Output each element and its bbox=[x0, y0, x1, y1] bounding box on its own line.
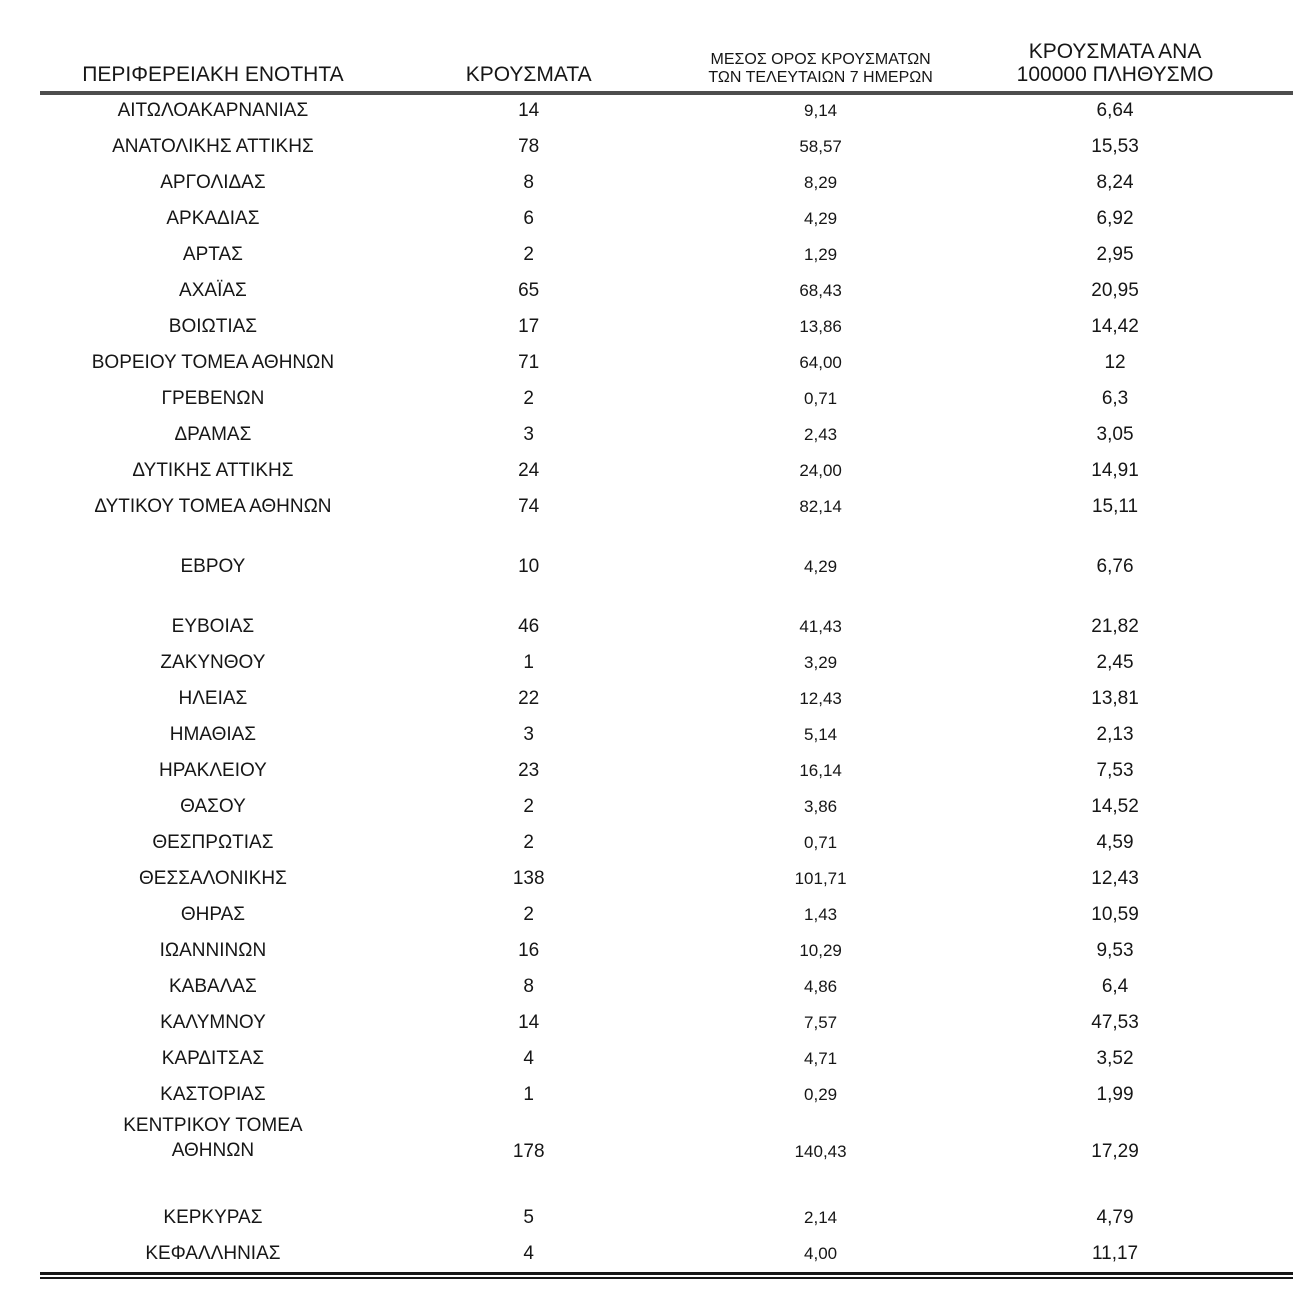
region-cell: ΔΡΑΜΑΣ bbox=[174, 424, 252, 445]
per100k-cell: 13,81 bbox=[1091, 688, 1139, 709]
table-row bbox=[40, 309, 1293, 345]
avg7-cell: 1,43 bbox=[804, 905, 838, 924]
avg7-cell: 4,71 bbox=[804, 1049, 838, 1068]
per100k-cell: 14,52 bbox=[1091, 796, 1139, 817]
table-row bbox=[40, 1005, 1293, 1041]
table-row bbox=[40, 1236, 1293, 1272]
cases-cell: 2 bbox=[523, 904, 534, 925]
per100k-cell: 6,76 bbox=[1096, 556, 1134, 577]
avg7-cell: 0,71 bbox=[804, 833, 838, 852]
per100k-cell: 10,59 bbox=[1091, 904, 1139, 925]
region-cell: ΚΕΝΤΡΙΚΟΥ ΤΟΜΕΑ ΑΘΗΝΩΝ bbox=[123, 1115, 303, 1161]
per100k-cell: 3,52 bbox=[1096, 1048, 1134, 1069]
region-cell: ΒΟΡΕΙΟΥ ΤΟΜΕΑ ΑΘΗΝΩΝ bbox=[91, 352, 335, 373]
spacer-cell bbox=[1260, 1005, 1293, 1041]
avg7-cell: 4,86 bbox=[804, 977, 838, 996]
region-cell: ΗΜΑΘΙΑΣ bbox=[169, 724, 257, 745]
column-header-region bbox=[40, 40, 386, 93]
table-row bbox=[40, 933, 1293, 969]
spacer-cell bbox=[1260, 489, 1293, 525]
region-cell: ΖΑΚΥΝΘΟΥ bbox=[160, 652, 266, 673]
region-cell: ΔΥΤΙΚΟΥ ΤΟΜΕΑ ΑΘΗΝΩΝ bbox=[94, 496, 332, 517]
region-cell: ΓΡΕΒΕΝΩΝ bbox=[161, 388, 265, 409]
cases-cell: 71 bbox=[518, 352, 540, 373]
avg7-cell: 7,57 bbox=[804, 1013, 838, 1032]
avg7-cell: 64,00 bbox=[799, 353, 842, 372]
cases-cell: 10 bbox=[518, 556, 540, 577]
avg7-cell: 16,14 bbox=[799, 761, 842, 780]
avg7-cell: 12,43 bbox=[799, 689, 842, 708]
cases-cell: 4 bbox=[523, 1048, 534, 1069]
table-row bbox=[40, 381, 1293, 417]
spacer-cell bbox=[1260, 1113, 1293, 1170]
spacer-cell bbox=[1260, 753, 1293, 789]
avg7-cell: 13,86 bbox=[799, 317, 842, 336]
table-row bbox=[40, 273, 1293, 309]
spacer-cell bbox=[1260, 525, 1293, 585]
spacer-cell bbox=[1260, 129, 1293, 165]
table-body bbox=[40, 93, 1293, 1272]
spacer-cell bbox=[1260, 453, 1293, 489]
spacer-cell bbox=[1260, 381, 1293, 417]
per100k-cell: 9,53 bbox=[1096, 940, 1134, 961]
avg7-cell: 4,29 bbox=[804, 557, 838, 576]
avg7-cell: 82,14 bbox=[799, 497, 842, 516]
avg7-cell: 68,43 bbox=[799, 281, 842, 300]
per100k-cell: 6,4 bbox=[1101, 976, 1129, 997]
table-row bbox=[40, 453, 1293, 489]
per100k-cell: 1,99 bbox=[1096, 1084, 1134, 1105]
spacer-cell bbox=[1260, 717, 1293, 753]
cases-table-container bbox=[40, 40, 1293, 1279]
avg7-cell: 2,14 bbox=[804, 1208, 838, 1227]
avg7-cell: 2,43 bbox=[804, 425, 838, 444]
cases-cell: 2 bbox=[523, 796, 534, 817]
table-header bbox=[40, 40, 1293, 93]
spacer-cell bbox=[1260, 237, 1293, 273]
cases-cell: 74 bbox=[518, 496, 540, 517]
table-bottom-rule bbox=[40, 1272, 1293, 1279]
cases-cell: 6 bbox=[523, 208, 534, 229]
spacer-cell bbox=[1260, 861, 1293, 897]
column-header-per100k bbox=[970, 40, 1261, 93]
region-cell: ΗΛΕΙΑΣ bbox=[178, 688, 248, 709]
spacer-cell bbox=[1260, 789, 1293, 825]
avg7-cell: 1,29 bbox=[804, 245, 838, 264]
header-row bbox=[40, 40, 1293, 93]
per100k-cell: 4,79 bbox=[1096, 1207, 1134, 1228]
table-row bbox=[40, 237, 1293, 273]
spacer-cell bbox=[1260, 585, 1293, 645]
column-header-per100k-line2: 100000 ΠΛΗΘΥΣΜΟ bbox=[1016, 63, 1214, 86]
spacer-cell bbox=[1260, 309, 1293, 345]
spacer-cell bbox=[1260, 1170, 1293, 1236]
cases-cell: 2 bbox=[523, 244, 534, 265]
table-row bbox=[40, 861, 1293, 897]
table-row bbox=[40, 681, 1293, 717]
region-cell: ΚΑΛΥΜΝΟΥ bbox=[160, 1012, 266, 1033]
table-row bbox=[40, 93, 1293, 129]
cases-table bbox=[40, 40, 1293, 1272]
column-header-region-label: ΠΕΡΙΦΕΡΕΙΑΚΗ ΕΝΟΤΗΤΑ bbox=[82, 63, 344, 86]
cases-cell: 1 bbox=[523, 652, 534, 673]
spacer-cell bbox=[1260, 969, 1293, 1005]
per100k-cell: 11,17 bbox=[1091, 1243, 1139, 1264]
spacer-cell bbox=[1260, 897, 1293, 933]
per100k-cell: 6,64 bbox=[1096, 100, 1134, 121]
per100k-cell: 4,59 bbox=[1096, 832, 1134, 853]
cases-cell: 2 bbox=[523, 388, 534, 409]
per100k-cell: 15,11 bbox=[1091, 496, 1139, 517]
avg7-cell: 0,29 bbox=[804, 1085, 838, 1104]
table-row bbox=[40, 1041, 1293, 1077]
region-cell: ΑΙΤΩΛΟΑΚΑΡΝΑΝΙΑΣ bbox=[117, 100, 309, 121]
cases-cell: 3 bbox=[523, 724, 534, 745]
table-row bbox=[40, 1170, 1293, 1236]
cases-cell: 8 bbox=[523, 172, 534, 193]
table-row bbox=[40, 345, 1293, 381]
cases-cell: 8 bbox=[523, 976, 534, 997]
region-cell: ΚΑΣΤΟΡΙΑΣ bbox=[160, 1084, 266, 1105]
table-row bbox=[40, 897, 1293, 933]
cases-cell: 23 bbox=[518, 760, 540, 781]
cases-cell: 17 bbox=[518, 316, 540, 337]
table-row bbox=[40, 201, 1293, 237]
region-cell: ΘΗΡΑΣ bbox=[180, 904, 245, 925]
cases-cell: 16 bbox=[518, 940, 540, 961]
table-row bbox=[40, 585, 1293, 645]
region-cell: ΚΑΒΑΛΑΣ bbox=[169, 976, 257, 997]
table-row bbox=[40, 645, 1293, 681]
avg7-cell: 41,43 bbox=[799, 617, 842, 636]
per100k-cell: 2,45 bbox=[1096, 652, 1134, 673]
column-header-cases bbox=[386, 40, 672, 93]
per100k-cell: 8,24 bbox=[1096, 172, 1134, 193]
region-cell: ΕΥΒΟΙΑΣ bbox=[171, 616, 255, 637]
table-row bbox=[40, 1077, 1293, 1113]
avg7-cell: 8,29 bbox=[804, 173, 838, 192]
per100k-cell: 2,13 bbox=[1096, 724, 1134, 745]
avg7-cell: 5,14 bbox=[804, 725, 838, 744]
cases-cell: 178 bbox=[512, 1141, 545, 1162]
cases-cell: 78 bbox=[518, 136, 540, 157]
avg7-cell: 10,29 bbox=[799, 941, 842, 960]
avg7-cell: 101,71 bbox=[794, 869, 847, 888]
table-row bbox=[40, 789, 1293, 825]
per100k-cell: 14,42 bbox=[1091, 316, 1139, 337]
region-cell: ΔΥΤΙΚΗΣ ΑΤΤΙΚΗΣ bbox=[132, 460, 294, 481]
avg7-cell: 0,71 bbox=[804, 389, 838, 408]
region-cell: ΑΡΤΑΣ bbox=[182, 244, 243, 265]
table-row bbox=[40, 969, 1293, 1005]
region-cell: ΘΑΣΟΥ bbox=[180, 796, 246, 817]
spacer-cell bbox=[1260, 1041, 1293, 1077]
table-row bbox=[40, 825, 1293, 861]
region-cell: ΑΡΚΑΔΙΑΣ bbox=[166, 208, 260, 229]
region-cell: ΕΒΡΟΥ bbox=[180, 556, 246, 577]
per100k-cell: 47,53 bbox=[1091, 1012, 1139, 1033]
region-cell: ΙΩΑΝΝΙΝΩΝ bbox=[159, 940, 267, 961]
per100k-cell: 7,53 bbox=[1096, 760, 1134, 781]
table-row bbox=[40, 129, 1293, 165]
header-spacer bbox=[1260, 40, 1293, 93]
per100k-cell: 3,05 bbox=[1096, 424, 1134, 445]
avg7-cell: 140,43 bbox=[794, 1142, 847, 1161]
cases-cell: 14 bbox=[518, 100, 540, 121]
table-row bbox=[40, 525, 1293, 585]
region-cell: ΚΕΡΚΥΡΑΣ bbox=[163, 1207, 263, 1228]
avg7-cell: 4,00 bbox=[804, 1244, 838, 1263]
avg7-cell: 58,57 bbox=[799, 137, 842, 156]
region-cell: ΗΡΑΚΛΕΙΟΥ bbox=[159, 760, 267, 781]
table-row bbox=[40, 717, 1293, 753]
cases-cell: 4 bbox=[523, 1243, 534, 1264]
avg7-cell: 3,29 bbox=[804, 653, 838, 672]
region-cell: ΑΧΑΪΑΣ bbox=[179, 280, 247, 301]
region-cell: ΘΕΣΠΡΩΤΙΑΣ bbox=[152, 832, 274, 853]
column-header-per100k-line1: ΚΡΟΥΣΜΑΤΑ ΑΝΑ bbox=[1028, 40, 1202, 63]
cases-cell: 3 bbox=[523, 424, 534, 445]
per100k-cell: 17,29 bbox=[1091, 1141, 1139, 1162]
spacer-cell bbox=[1260, 933, 1293, 969]
region-cell: ΚΑΡΔΙΤΣΑΣ bbox=[161, 1048, 265, 1069]
region-cell: ΑΝΑΤΟΛΙΚΗΣ ΑΤΤΙΚΗΣ bbox=[112, 136, 314, 157]
cases-cell: 22 bbox=[518, 688, 540, 709]
spacer-cell bbox=[1260, 825, 1293, 861]
cases-cell: 138 bbox=[512, 868, 545, 889]
avg7-cell: 4,29 bbox=[804, 209, 838, 228]
per100k-cell: 15,53 bbox=[1091, 136, 1139, 157]
per100k-cell: 6,3 bbox=[1101, 388, 1129, 409]
cases-cell: 46 bbox=[518, 616, 540, 637]
per100k-cell: 2,95 bbox=[1096, 244, 1134, 265]
spacer-cell bbox=[1260, 1077, 1293, 1113]
table-row bbox=[40, 753, 1293, 789]
avg7-cell: 9,14 bbox=[804, 101, 838, 120]
cases-cell: 2 bbox=[523, 832, 534, 853]
spacer-cell bbox=[1260, 417, 1293, 453]
spacer-cell bbox=[1260, 645, 1293, 681]
column-header-cases-label: ΚΡΟΥΣΜΑΤΑ bbox=[465, 63, 592, 86]
per100k-cell: 14,91 bbox=[1091, 460, 1139, 481]
avg7-cell: 24,00 bbox=[799, 461, 842, 480]
cases-cell: 1 bbox=[523, 1084, 534, 1105]
region-cell: ΒΟΙΩΤΙΑΣ bbox=[168, 316, 258, 337]
cases-cell: 14 bbox=[518, 1012, 540, 1033]
spacer-cell bbox=[1260, 681, 1293, 717]
table-row bbox=[40, 489, 1293, 525]
column-header-avg7-line1: ΜΕΣΟΣ ΟΡΟΣ ΚΡΟΥΣΜΑΤΩΝ bbox=[710, 51, 931, 68]
per100k-cell: 12 bbox=[1104, 352, 1126, 373]
region-cell: ΚΕΦΑΛΛΗΝΙΑΣ bbox=[145, 1243, 281, 1264]
spacer-cell bbox=[1260, 1236, 1293, 1272]
per100k-cell: 12,43 bbox=[1091, 868, 1139, 889]
table-row bbox=[40, 165, 1293, 201]
spacer-cell bbox=[1260, 201, 1293, 237]
spacer-cell bbox=[1260, 165, 1293, 201]
spacer-cell bbox=[1260, 93, 1293, 129]
avg7-cell: 3,86 bbox=[804, 797, 838, 816]
spacer-cell bbox=[1260, 273, 1293, 309]
cases-cell: 5 bbox=[523, 1207, 534, 1228]
spacer-cell bbox=[1260, 345, 1293, 381]
cases-cell: 24 bbox=[518, 460, 540, 481]
column-header-avg7-line2: ΤΩΝ ΤΕΛΕΥΤΑΙΩΝ 7 ΗΜΕΡΩΝ bbox=[708, 69, 933, 86]
table-row bbox=[40, 1113, 1293, 1170]
region-cell: ΘΕΣΣΑΛΟΝΙΚΗΣ bbox=[139, 868, 287, 889]
table-row bbox=[40, 417, 1293, 453]
per100k-cell: 6,92 bbox=[1096, 208, 1134, 229]
region-cell: ΑΡΓΟΛΙΔΑΣ bbox=[160, 172, 266, 193]
per100k-cell: 20,95 bbox=[1091, 280, 1139, 301]
cases-cell: 65 bbox=[518, 280, 540, 301]
per100k-cell: 21,82 bbox=[1091, 616, 1139, 637]
column-header-avg7 bbox=[672, 40, 970, 93]
